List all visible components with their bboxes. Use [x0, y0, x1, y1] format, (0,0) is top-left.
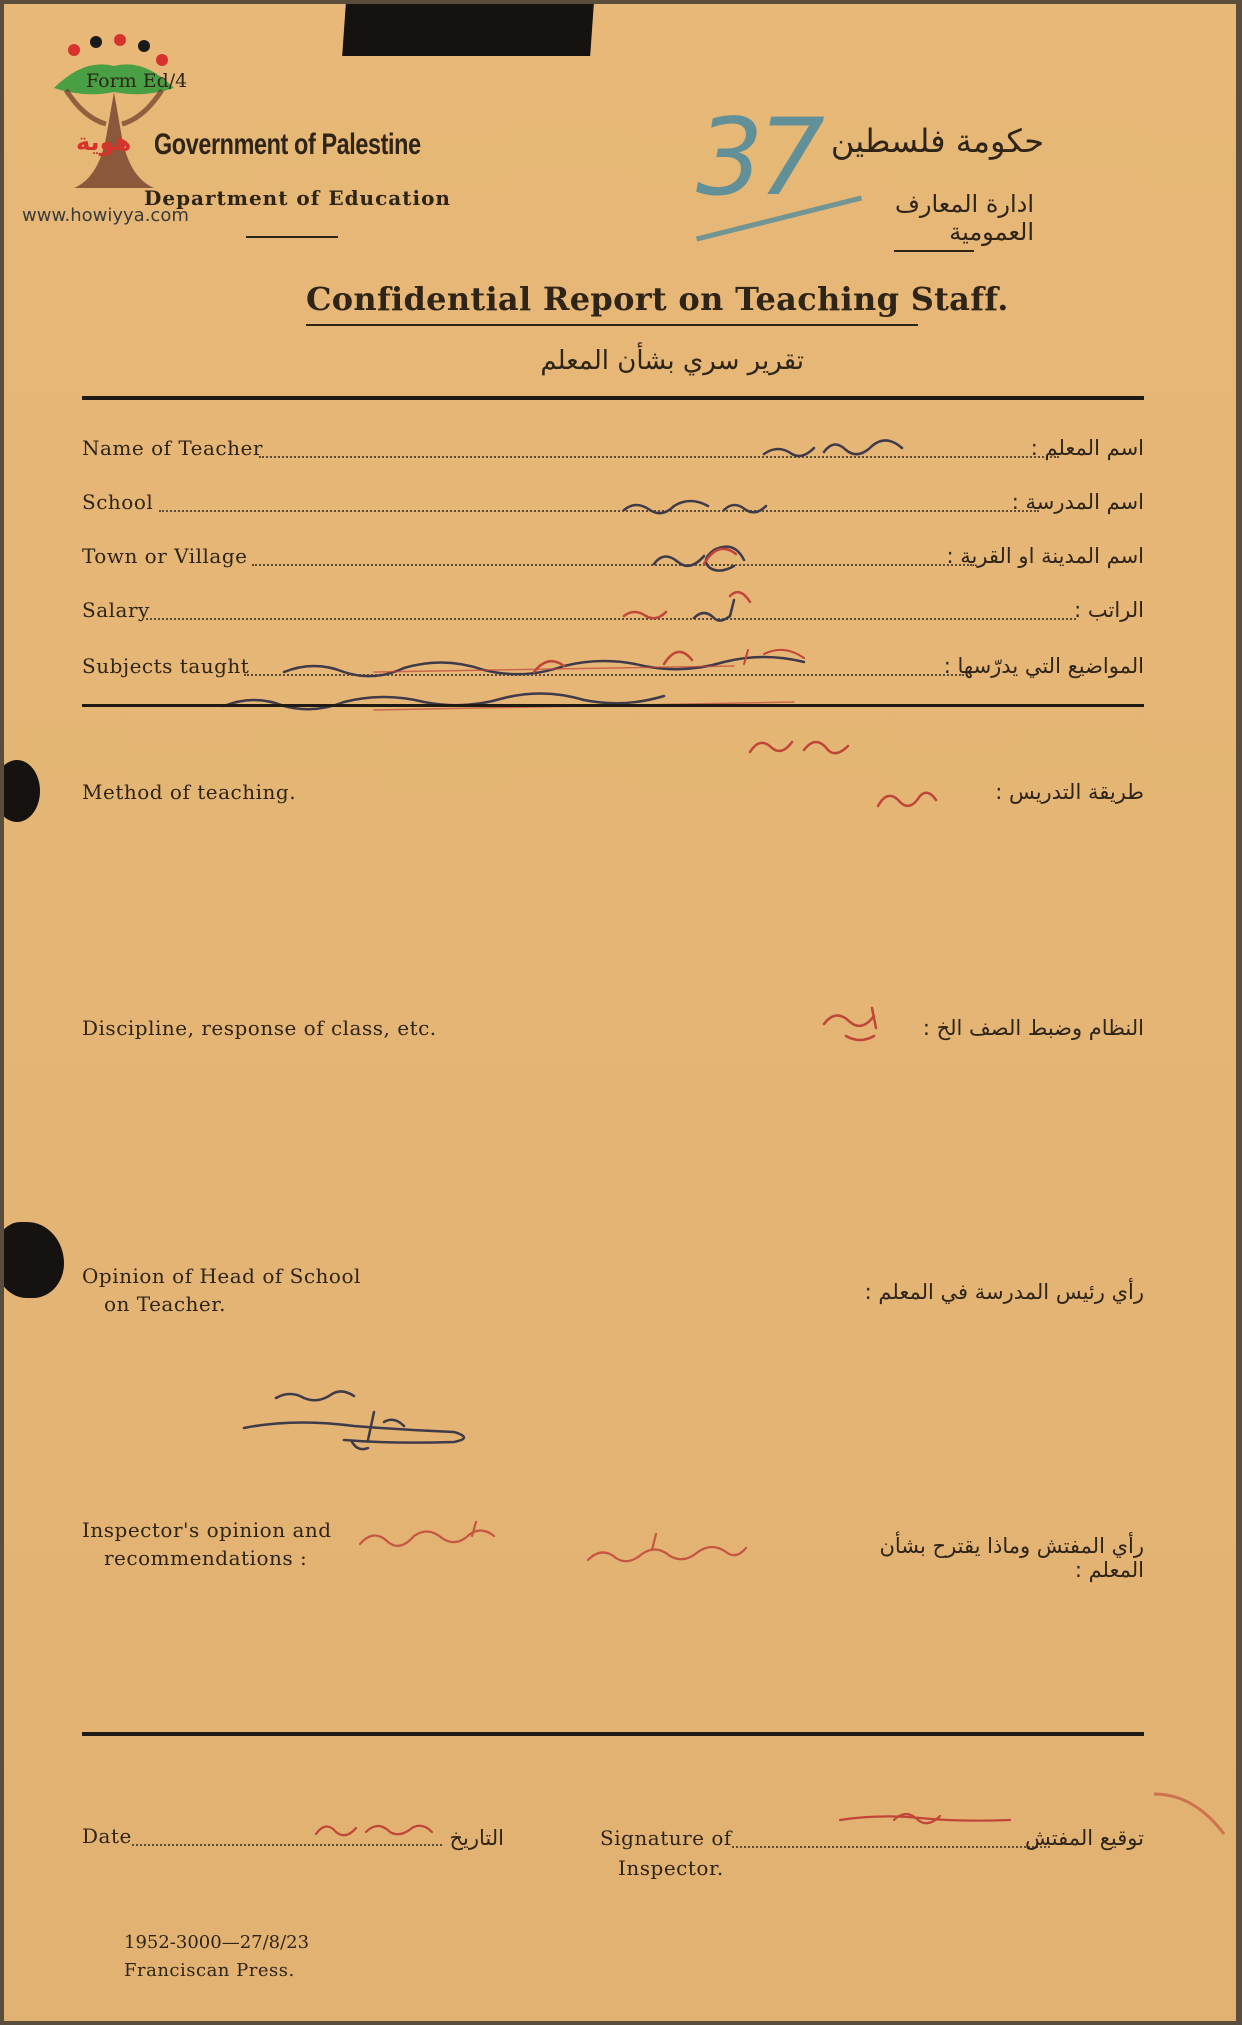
discipline-label-en: Discipline, response of class, etc.	[82, 1016, 437, 1040]
discipline-label-ar: النظام وضبط الصف الخ :	[922, 1016, 1144, 1040]
title-underline	[306, 324, 918, 326]
ink-spot-left	[4, 760, 40, 822]
watermark-brand: هوية	[76, 128, 132, 156]
handwriting-fields	[204, 414, 1064, 754]
government-title-en: Government of Palestine	[154, 128, 421, 161]
opinion-label-en-2: on Teacher.	[104, 1292, 226, 1316]
date-label-ar: التاريخ	[449, 1826, 504, 1850]
opinion-label-en-1: Opinion of Head of School	[82, 1264, 361, 1288]
field-label-town-ar: اسم المدينة او القرية :	[946, 544, 1144, 568]
file-number: 37	[696, 96, 819, 219]
corner-mark	[1144, 1784, 1234, 1854]
watermark-url: www.howiyya.com	[22, 205, 189, 226]
ink-spot-left-2	[4, 1222, 64, 1298]
section-rule-fields	[82, 704, 1144, 707]
section-rule-top	[82, 396, 1144, 400]
field-label-name-en: Name of Teacher	[82, 436, 263, 460]
field-label-subjects-ar: المواضيع التي يدرّسها :	[943, 654, 1144, 678]
print-info-2: Franciscan Press.	[124, 1960, 295, 1981]
header-divider	[246, 236, 338, 238]
watermark-logo	[44, 28, 184, 203]
signature-label-en-2: Inspector.	[618, 1856, 724, 1880]
field-label-school-en: School	[82, 490, 154, 514]
report-title-en: Confidential Report on Teaching Staff.	[306, 280, 1009, 318]
section-rule-bottom	[82, 1732, 1144, 1736]
field-label-salary-en: Salary	[82, 598, 150, 622]
signature-label-ar: توقيع المفتش	[1024, 1826, 1144, 1850]
opinion-label-ar: رأي رئيس المدرسة في المعلم :	[864, 1280, 1144, 1304]
document-page	[4, 4, 1236, 2021]
inspector-label-en-2: recommendations :	[104, 1546, 308, 1570]
department-title-en: Department of Education	[144, 186, 451, 210]
inspector-label-ar: رأي المفتش وماذا يقترح بشأن المعلم :	[879, 1534, 1144, 1582]
field-label-salary-ar: الراتب :	[1074, 598, 1144, 622]
date-entry	[310, 1812, 450, 1848]
method-label-en: Method of teaching.	[82, 780, 297, 804]
method-label-ar: طريقة التدريس :	[995, 780, 1144, 804]
discipline-answer	[816, 1000, 896, 1048]
field-label-school-ar: اسم المدرسة :	[1011, 490, 1144, 514]
field-label-subjects-en: Subjects taught	[82, 654, 250, 678]
head-signature	[234, 1376, 474, 1476]
field-label-name-ar: اسم المعلم :	[1030, 436, 1144, 460]
inspector-answer	[352, 1516, 812, 1586]
field-label-town-en: Town or Village	[82, 544, 248, 568]
signature-dots	[732, 1846, 1050, 1848]
date-label-en: Date	[82, 1824, 132, 1848]
tape-strip	[342, 4, 594, 56]
report-title-ar: تقرير سري بشأن المعلم	[540, 346, 804, 376]
government-title-ar: حكومة فلسطين	[830, 122, 1044, 160]
handwriting-note	[744, 724, 864, 764]
inspector-signature	[834, 1800, 1014, 1844]
form-number: Form Ed/4	[86, 70, 188, 92]
inspector-label-en-1: Inspector's opinion and	[82, 1518, 332, 1542]
method-answer	[872, 784, 942, 818]
signature-label-en-1: Signature of	[600, 1826, 732, 1850]
department-title-ar: ادارة المعارف العمومية	[894, 190, 1034, 246]
print-info-1: 1952-3000—27/8/23	[124, 1932, 310, 1953]
header-divider-ar	[894, 250, 974, 252]
